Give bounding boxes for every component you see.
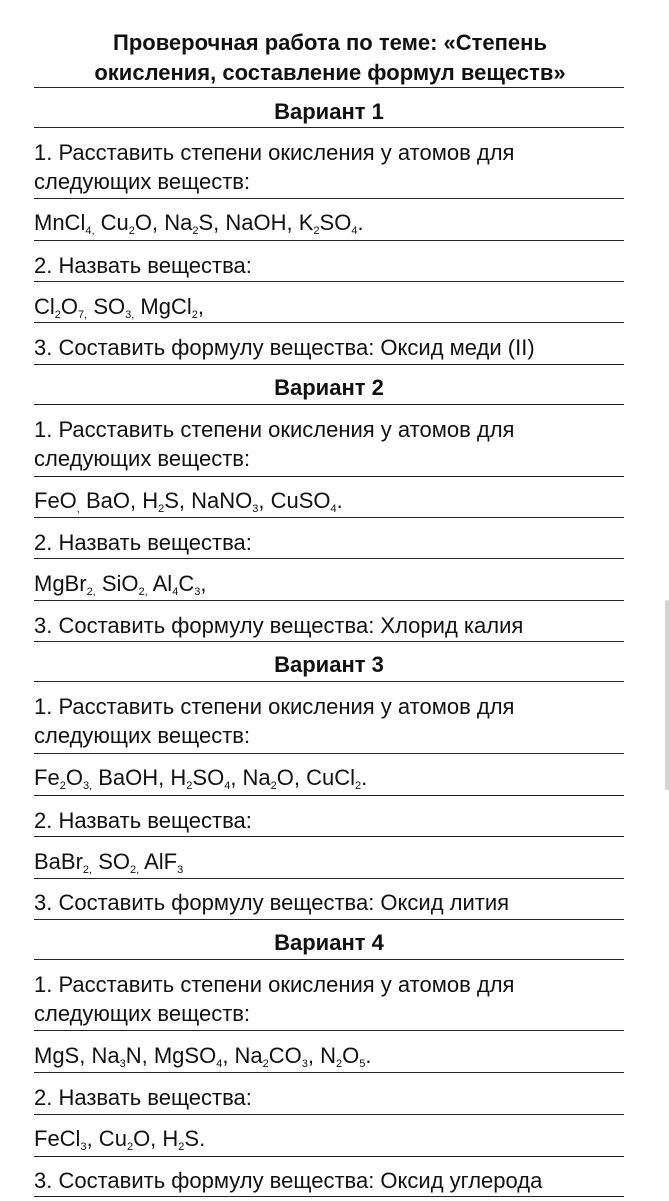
formula-subscript: 2 [313,225,320,237]
formula-subscript: 2 [59,780,66,792]
formula-subscript: 2, [86,586,96,598]
formula-token: . [365,1043,372,1068]
formula-token: , [200,571,207,596]
formula-subscript: 4 [172,586,179,598]
formula-list-1 [34,486,624,515]
formula-list-2 [34,847,624,876]
formula-token: S, NaNO [164,488,253,513]
divider [34,281,624,282]
task-1-line-1: 1. Расставить степени окисления у атомов для [34,694,515,719]
task-2: 2. Назвать вещества: [34,1085,252,1110]
task-1-line-2: следующих веществ: [34,446,251,471]
task-1 [34,138,624,196]
variant-heading: Вариант 4 [274,930,384,955]
task-1 [34,415,624,473]
task-3: 3. Составить формулу вещества: Оксид меди (II) [34,335,535,360]
variant-heading: Вариант 3 [274,652,384,677]
formula-subscript: 2 [54,309,61,321]
formula-token: , CuSO [258,488,331,513]
formula-token: SO [87,294,126,319]
formula-subscript: , [76,503,80,515]
formula-subscript: 5 [359,1058,366,1070]
formula-subscript: 7, [78,309,88,321]
task-1 [34,970,624,1028]
formula-list-2 [34,569,624,598]
formula-token: S, NaOH, K [198,210,314,235]
formula-subscript: 2, [138,586,148,598]
divider [34,836,624,837]
formula-subscript: 3, [82,780,93,792]
formula-subscript: 4 [351,225,358,237]
divider [34,681,624,682]
formula-token: N, MgSO [125,1043,217,1068]
formula-subscript: 3, [125,309,135,321]
formula-token: C [178,571,195,596]
formula-token: FeO [34,488,77,513]
formula-list-2 [34,292,624,321]
formula-token: MnCl [34,210,86,235]
task-1 [34,692,624,750]
formula-token: Cl [34,294,55,319]
formula-token: , Na [222,1043,263,1068]
task-1-line-2: следующих веществ: [34,723,251,748]
formula-subscript: 2 [178,1141,185,1153]
formula-list-1 [34,763,624,792]
formula-token: . [336,488,343,513]
divider [34,322,624,323]
divider [34,240,624,241]
formula-token: SO [192,765,225,790]
divider [34,641,624,642]
formula-token: Cu [94,210,129,235]
divider [34,517,624,518]
divider [34,1196,624,1197]
formula-token: Fe [34,765,60,790]
task-3: 3. Составить формулу вещества: Оксид лития [34,890,510,915]
divider [34,919,624,920]
formula-token: Al [147,571,173,596]
formula-list-2 [34,1124,624,1153]
divider [34,1156,624,1157]
variant-heading: Вариант 1 [274,99,384,124]
formula-token: O, H [133,1126,179,1151]
divider [34,1114,624,1115]
formula-subscript: 3 [252,503,259,515]
formula-subscript: 3 [194,586,201,598]
formula-list-1 [34,208,624,237]
task-3: 3. Составить формулу вещества: Хлорид калия [34,613,524,638]
task-3: 3. Составить формулу вещества: Оксид углерода [34,1168,543,1193]
page-title [36,28,624,88]
formula-token: CO [268,1043,302,1068]
formula-token: AlF [139,849,178,874]
title-line-2: окисления, составление формул веществ» [94,60,566,85]
scrollbar[interactable] [665,600,669,790]
divider [34,364,624,365]
formula-subscript: 2 [262,1058,269,1070]
task-1-line-1: 1. Расставить степени окисления у атомов для [34,972,515,997]
formula-token: , Na [230,765,271,790]
title-line-1: Проверочная работа по теме: «Степень [113,30,547,55]
formula-token: O [65,765,83,790]
formula-token: SiO [95,571,139,596]
divider [34,1072,624,1073]
formula-subscript: 3 [119,1058,126,1070]
divider [34,198,624,199]
formula-token: , N [307,1043,337,1068]
formula-subscript: 3 [301,1058,308,1070]
divider [34,558,624,559]
divider [34,127,624,128]
formula-token: BaOH, H [92,765,187,790]
formula-subscript: 4 [216,1058,223,1070]
formula-token: O [342,1043,360,1068]
formula-token: , [197,294,205,319]
formula-token: O, Na [134,210,193,235]
formula-token: MgS, Na [34,1043,120,1068]
formula-token: . [357,210,364,235]
formula-subscript: 2 [191,309,198,321]
task-2: 2. Назвать вещества: [34,253,252,278]
formula-token: FeCl [34,1126,81,1151]
task-2: 2. Назвать вещества: [34,530,252,555]
formula-token: S. [184,1126,206,1151]
formula-subscript: 2 [158,503,165,515]
formula-subscript: 2 [186,780,193,792]
formula-subscript: 2 [336,1058,343,1070]
formula-subscript: 4 [330,503,337,515]
formula-subscript: 2 [270,780,277,792]
divider [34,795,624,796]
formula-list-1 [34,1041,624,1070]
variant-heading: Вариант 2 [274,375,384,400]
formula-token: BaBr [34,849,83,874]
divider [34,87,624,88]
formula-token: BaO, H [79,488,159,513]
formula-subscript: 2, [130,864,140,876]
divider [34,959,624,960]
divider [34,1030,624,1031]
formula-subscript: 2, [82,864,93,876]
formula-subscript: 3 [80,1141,87,1153]
divider [34,878,624,879]
formula-token: O [60,294,79,319]
formula-token: . [361,765,368,790]
formula-subscript: 2 [128,225,135,237]
task-1-line-1: 1. Расставить степени окисления у атомов для [34,417,515,442]
task-1-line-1: 1. Расставить степени окисления у атомов для [34,140,515,165]
task-1-line-2: следующих веществ: [34,169,251,194]
formula-subscript: 4, [85,225,95,237]
formula-token: MgCl [134,294,192,319]
formula-token: SO [319,210,352,235]
formula-subscript: 4 [224,780,231,792]
formula-subscript: 3 [177,864,184,876]
formula-token: SO [92,849,131,874]
formula-subscript: 2 [126,1141,134,1153]
formula-token: , Cu [86,1126,127,1151]
divider [34,476,624,477]
task-2: 2. Назвать вещества: [34,808,252,833]
formula-token: MgBr [34,571,87,596]
divider [34,753,624,754]
formula-token: O, CuCl [276,765,356,790]
divider [34,600,624,601]
formula-subscript: 2 [192,225,199,237]
task-1-line-2: следующих веществ: [34,1001,251,1026]
divider [34,404,624,405]
formula-subscript: 2 [355,780,362,792]
